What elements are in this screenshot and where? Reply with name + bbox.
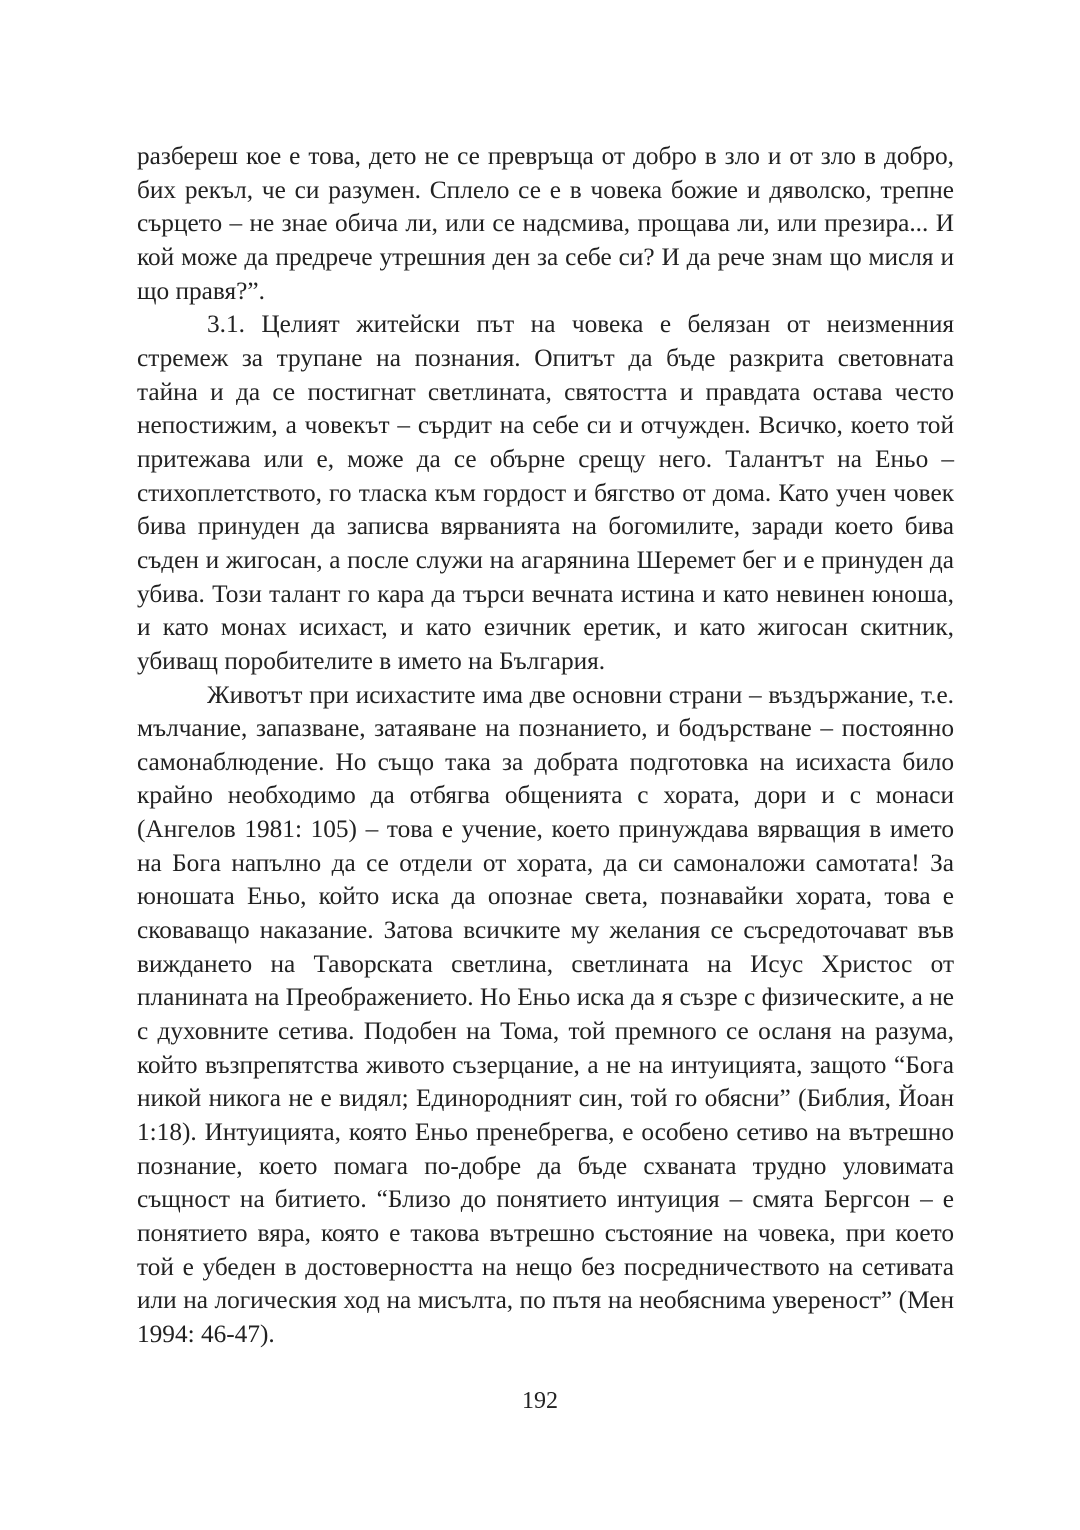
paragraph-section-3-1: 3.1. Целият житейски път на човека е белязан от неизменния стремеж за трупане на познания. Опитът да бъде разкрита световната тайна и да се постигнат светлината, святостта и правдата остава често непостижим, а човекът – сърдит на себе си и отчужден. Всичко, което той притежава или е, може да се обърне срещу него. Талантът на Еньо – стихоплетството, го тласка към гордост и бягство от дома. Като учен човек бива принуден да записва вярванията на богомилите, заради което бива съден и жигосан, а после служи на агарянина Шеремет бег и е принуден да убива. Този талант го кара да търси вечната истина и като невинен юноша, и като монах исихаст, и като езичник еретик, и като жигосан скитник, убиващ поробителите в името на България. bbox=[137, 310, 954, 675]
page-number: 192 bbox=[522, 1388, 558, 1414]
paragraph-continuation: разбереш кое е това, дето не се превръща от добро в зло и от зло в добро, бих рекъл, че си разумен. Сплело се е в човека божие и дяволско, трепне сърцето – не знае обича ли, или се надсмива, прощава ли, или презира... И кой може да предрече утрешния ден за себе си? И да рече знам що мисля и що правя?”. bbox=[137, 142, 954, 305]
paragraph-hesychasts: Животът при исихастите има две основни страни – въздържание, т.е. мълчание, запазване, затаяване на познанието, и бодърстване – постоянно самонаблюдение. Но също така за добрата подготовка на исихаста било крайно необходимо да отбягва общенията с хората, дори и с монаси (Ангелов 1981: 105) – това е учение, което принуждава вярващия в името на Бога напълно да се отдели от хората, да си самоналожи самотата! За юношата Еньо, който иска да опознае света, познавайки хората, това е сковаващо наказание. Затова всичките му желания се съсредоточават във виждането на Таворската светлина, светлината на Исус Христос от планината на Преображението. Но Еньо иска да я съзре с физическите, а не с духовните сетива. Подобен на Тома, той премного се осланя на разума, който възпрепятства живото съзерцание, а не на интуицията, защото “Бога никой никога не е видял; Единородният син, той го обясни” (Библия, Йоан 1:18). Интуицията, която Еньо пренебрегва, е особено сетиво на вътрешно познание, което помага по-добре да бъде схваната трудно уловимата същност на битието. “Близо до понятието интуиция – смята Бергсон – е понятието вяра, която е такова вътрешно състояние на човека, при което той е убеден в достоверността на нещо без посредничеството на сетивата или на логическия ход на мисълта, по пътя на необяснима увереност” (Мен 1994: 46-47). bbox=[137, 680, 954, 1348]
page-body bbox=[137, 140, 954, 1352]
